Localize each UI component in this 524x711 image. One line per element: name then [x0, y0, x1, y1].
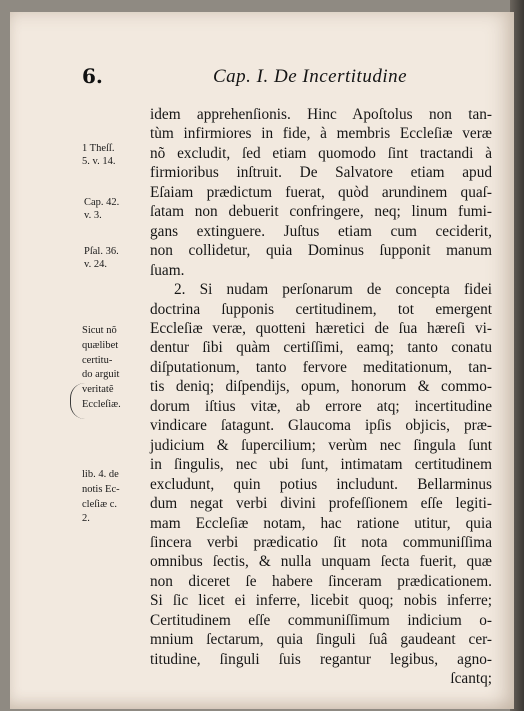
- margin-note-line: do arguit: [82, 369, 120, 381]
- margin-note-bellarmine: [82, 468, 120, 527]
- margin-note-line: 2.: [82, 513, 90, 525]
- margin-brace: [70, 383, 85, 419]
- catchword: ſcantq;: [450, 670, 492, 688]
- margin-note-line: v. 3.: [84, 210, 102, 221]
- margin-note-line: v. 24.: [84, 259, 107, 270]
- text-line: tùm infirmiores in fide, à membris Eccleſiæ veræ: [150, 125, 492, 143]
- body-text: [150, 105, 492, 689]
- text-line: gans extinguere. Juſtus etiam cum ceciderit,: [150, 222, 492, 240]
- text-line: non collidetur, quia Dominus ſupponit manum: [150, 242, 492, 260]
- text-line: judicium & ſupercilium; verùm nec ſingula ſunt: [150, 436, 492, 454]
- text-line: mnium ſectarum, quia ſinguli ſuâ gaudeant cer-: [150, 631, 492, 649]
- text-line: vindicare ſatagunt. Glaucoma ipſis objicis, præ-: [150, 417, 492, 435]
- text-line: idem apprehenſionis. Hinc Apoſtolus non tan-: [150, 106, 492, 123]
- running-title: Cap. I. De Incertitudine: [213, 66, 408, 87]
- text-line: tis deniq; diſpendijs, opum, honorum & commo-: [150, 378, 492, 396]
- margin-note-line: cleſiæ c.: [82, 498, 117, 510]
- margin-note-line: lib. 4. de: [82, 469, 119, 480]
- margin-note-line: Pſal. 36.: [84, 246, 119, 257]
- text-line: ſatam non debuerit confringere, neq; linum fumi-: [150, 203, 492, 221]
- text-line: omnibus ſectis, & nulla unquam ſecta fuerit, quæ: [150, 553, 492, 571]
- text-line: non diceret ſe habere ſinceram prædicationem.: [150, 572, 492, 590]
- text-line: Eccleſiæ veræ, quotteni hæretici de ſua hæreſi vi-: [150, 319, 492, 337]
- text-line: mam Eccleſiæ notam, hac ratione utitur, quia: [150, 514, 492, 532]
- page-number: 6.: [82, 64, 103, 88]
- margin-note-psalm: [84, 245, 119, 271]
- text-line: in ſingulis, nec ubi ſunt, intimatam certitudinem: [150, 456, 492, 474]
- text-line: ſuam.: [150, 261, 185, 279]
- margin-note-line: 5. v. 14.: [82, 156, 116, 167]
- text-line: ſincera verbi prædicatio ſit nota communiſſima: [150, 533, 492, 551]
- margin-note-thessalonians: [82, 142, 115, 168]
- text-line: nõ excludit, ſed etiam quomodo ſint tractandi à: [150, 144, 492, 162]
- text-line: dum negat verbi divini profeſſionem eſſe legiti-: [150, 495, 492, 513]
- margin-note-isaiah: [84, 196, 119, 222]
- margin-note-line: notis Ec-: [82, 483, 120, 495]
- margin-note-line: veritatẽ: [82, 384, 114, 396]
- text-line: Eſaiam prædictum fuerat, quòd arundinem quaſ-: [150, 183, 492, 201]
- paragraph-start-line: 2. Si nudam perſonarum de concepta fidei: [174, 281, 492, 299]
- margin-note-sicut: [82, 324, 121, 413]
- margin-note-line: Eccleſiæ.: [82, 398, 121, 410]
- margin-note-line: quælibet: [82, 339, 119, 351]
- text-line: dentur ſibi quàm certiſſimi, eamq; tanto conatu: [150, 339, 492, 357]
- margin-note-line: Sicut nõ: [82, 325, 117, 336]
- margin-note-line: 1 Theſſ.: [82, 143, 115, 154]
- margin-note-line: certitu-: [82, 354, 113, 366]
- text-line: firmioribus inſtruit. De Salvatore etiam apud: [150, 164, 492, 182]
- page-header: [10, 64, 514, 94]
- text-line: titudine, ſinguli ſuis regantur legibus, agno-: [150, 650, 492, 668]
- text-line: dorum iſtius vitæ, ab errore atq; incertitudine: [150, 397, 492, 415]
- text-line: Si ſic licet ei inferre, licebit quoq; nobis inferre;: [150, 592, 492, 610]
- text-line: Certitudinem eſſe communiſſimum indicium o-: [150, 611, 492, 629]
- book-page: [10, 12, 514, 709]
- text-line: doctrina ſupponis certitudinem, tot emergent: [150, 300, 492, 318]
- text-line: diſputationum, tanto fervore meditationum, tan-: [150, 358, 492, 376]
- text-line: excludunt, quin potius includunt. Bellarminus: [150, 475, 492, 493]
- margin-note-line: Cap. 42.: [84, 197, 120, 208]
